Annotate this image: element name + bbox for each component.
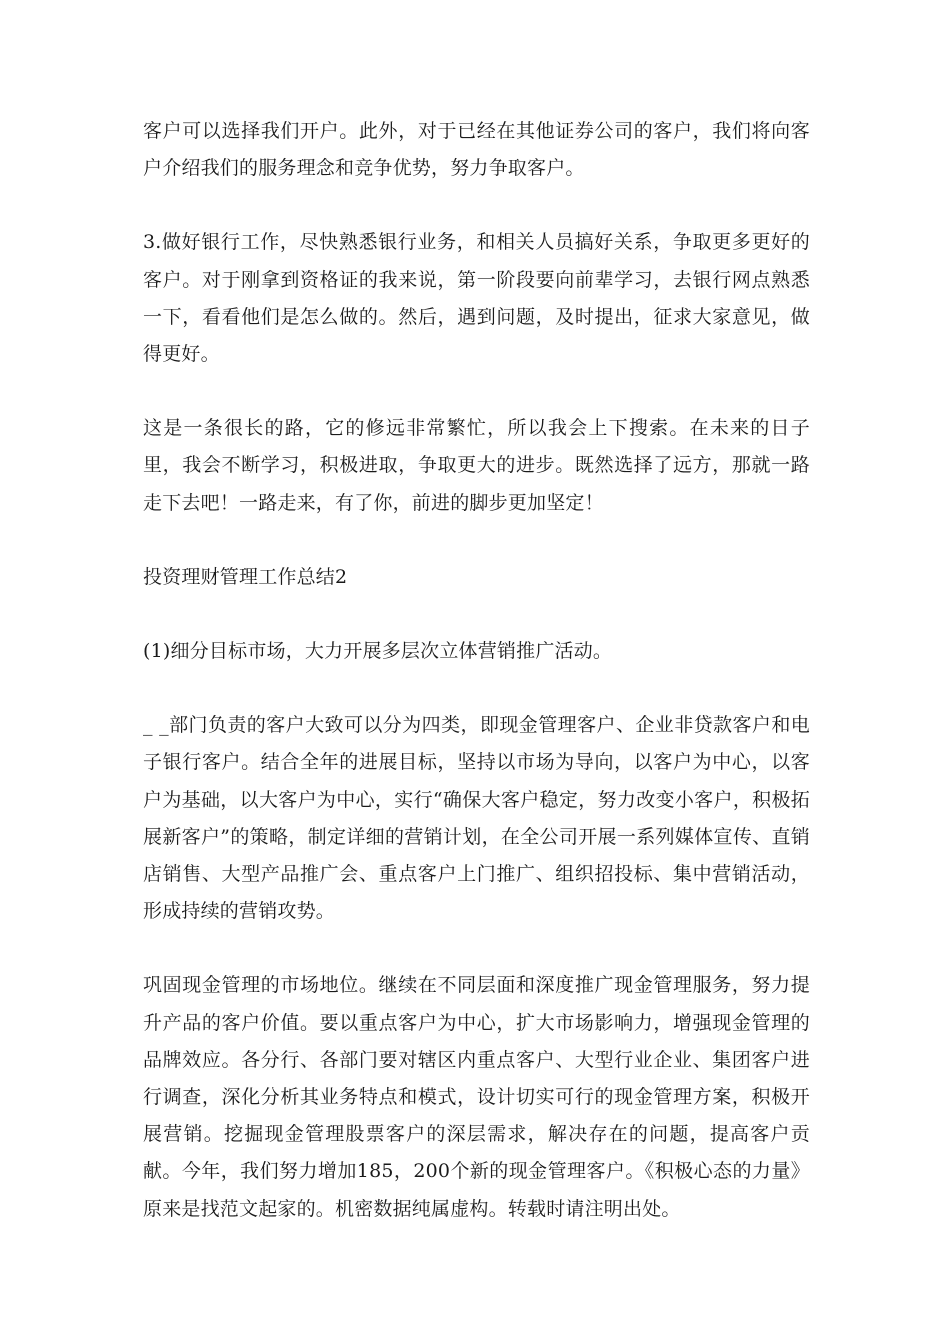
paragraph-cash-management: 巩固现金管理的市场地位。继续在不同层面和深度推广现金管理服务，努力提升产品的客户价值。要以重点客户为中心，扩大市场影响力，增强现金管理的品牌效应。各分行、各部门要对辖区内重点客户、大型行业企业、集团客户进行调查，深化分析其业务特点和模式，设计切实可行的现金管理方案，积极开展营销。挖掘现金管理股票客户的深层需求，解决存在的问题，提高客户贡献。今年，我们努力增加185，200个新的现金管理客户。《积极心态的力量》原来是找范文起家的。机密数据纯属虚构。转载时请注明出处。 [143,974,810,1220]
subheading-target-market: (1)细分目标市场，大力开展多层次立体营销推广活动。 [143,640,613,663]
paragraph-account-opening: 客户可以选择我们开户。此外，对于已经在其他证券公司的客户，我们将向客户介绍我们的服务理念和竞争优势，努力争取客户。 [143,120,810,180]
section-title: 投资理财管理工作总结2 [143,565,348,588]
paragraph-long-road: 这是一条很长的路，它的修远非常繁忙，所以我会上下搜索。在未来的日子里，我会不断学习，积极进取，争取更大的进步。既然选择了远方，那就一路走下去吧！一路走来，有了你，前进的脚步更加坚定！ [143,417,810,514]
document-body [143,113,810,1265]
paragraph-customer-categories: _ _部门负责的客户大致可以分为四类，即现金管理客户、企业非贷款客户和电子银行客户。结合全年的进展目标，坚持以市场为导向，以客户为中心，以客户为基础，以大客户为中心，实行“确保大客户稳定，努力改变小客户，积极拓展新客户”的策略，制定详细的营销计划，在全公司开展一系列媒体宣传、直销店销售、大型产品推广会、重点客户上门推广、组织招投标、集中营销活动，形成持续的营销攻势。 [143,714,810,923]
paragraph-bank-work: 3.做好银行工作，尽快熟悉银行业务，和相关人员搞好关系，争取更多更好的客户。对于刚拿到资格证的我来说，第一阶段要向前辈学习，去银行网点熟悉一下，看看他们是怎么做的。然后，遇到问题，及时提出，征求大家意见，做得更好。 [143,231,810,366]
